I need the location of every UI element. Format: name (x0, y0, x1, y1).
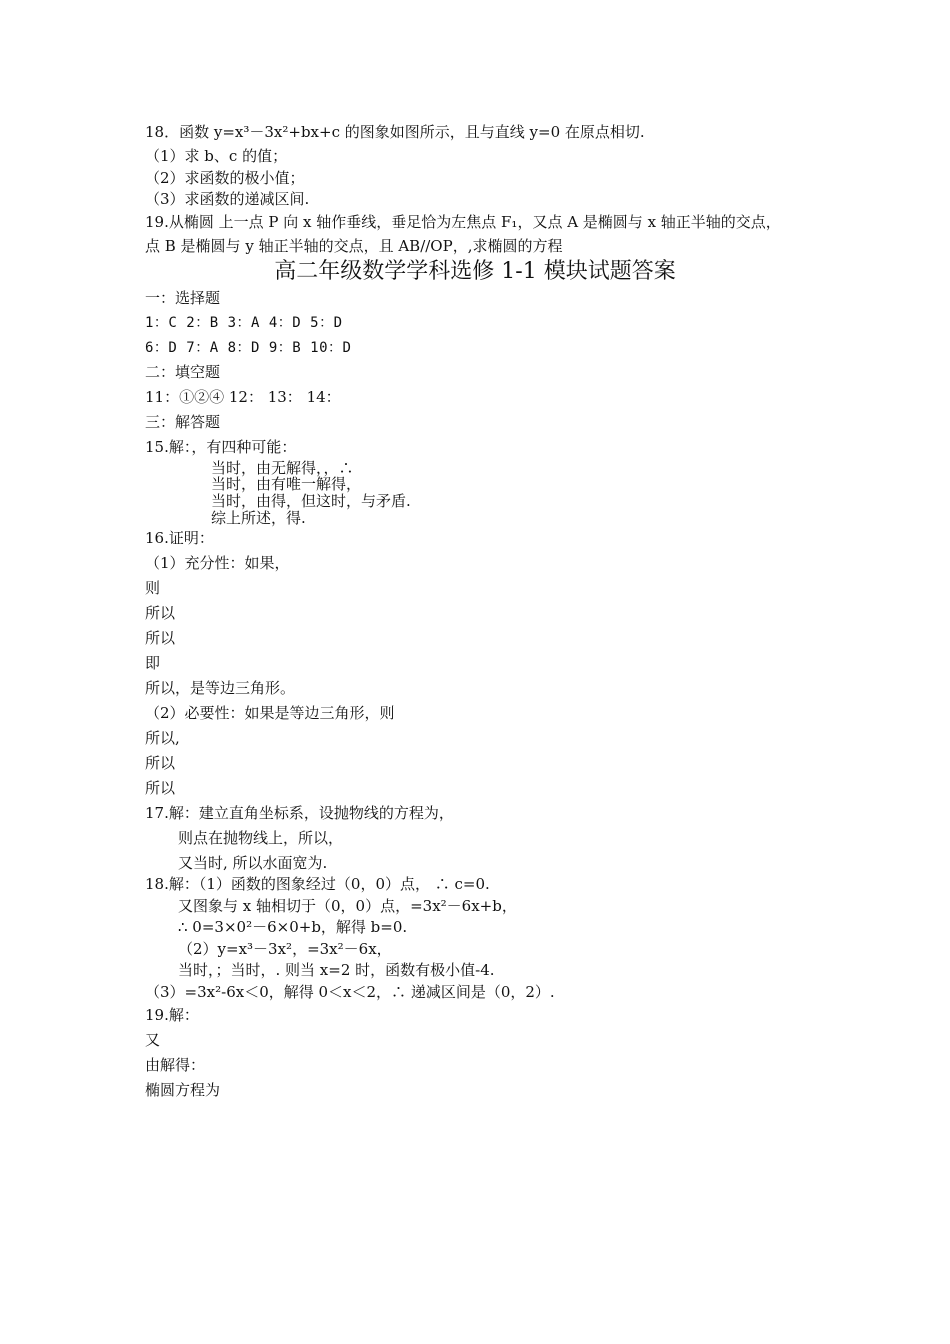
s16-line8: 所以, (145, 729, 180, 747)
s17-line2: 又当时, 所以水面宽为. (178, 854, 328, 872)
section2-heading: 二：填空题 (145, 363, 221, 381)
s15-line3: 当时，由得，但这时，与矛盾. (211, 492, 411, 510)
q18-stem: 18．函数 y=x³－3x²+bx+c 的图象如图所示，且与直线 y=0 在原点相切. (145, 123, 645, 141)
section1-heading: 一：选择题 (145, 289, 221, 307)
q19-line2: 点 B 是椭圆与 y 轴正半轴的交点，且 AB//OP，,求椭圆的方程 (145, 237, 563, 255)
mc-answers-row2: 6：D 7：A 8：D 9：B 10：D (145, 340, 352, 356)
s17-line1: 则点在抛物线上，所以， (178, 829, 344, 847)
s19-line2: 由解得： (145, 1056, 206, 1074)
s16-line4: 所以 (145, 629, 176, 647)
q18-part1: （1）求 b、c 的值； (145, 147, 288, 165)
s16-line6: 所以，是等边三角形。 (145, 679, 296, 697)
s15-head: 15.解：，有四种可能： (145, 438, 297, 456)
s16-head: 16.证明： (145, 529, 214, 547)
s16-line1: （1）充分性：如果， (145, 554, 290, 572)
s18-line3: （2）y=x³－3x²，=3x²－6x， (178, 940, 392, 958)
section3-heading: 三：解答题 (145, 413, 221, 431)
s19-line1: 又 (145, 1031, 161, 1049)
mc-answers-row1: 1：C 2：B 3：A 4：D 5：D (145, 315, 343, 331)
s16-line10: 所以 (145, 779, 176, 797)
q19-line1: 19.从椭圆 上一点 P 向 x 轴作垂线，垂足恰为左焦点 F₁，又点 A 是椭圆与 x 轴正半轴的交点， (145, 213, 781, 231)
s16-line7: （2）必要性：如果是等边三角形，则 (145, 704, 395, 722)
s19-line3: 椭圆方程为 (145, 1081, 221, 1099)
s18-line5: （3）=3x²-6x＜0，解得 0＜x＜2，∴ 递减区间是（0，2）. (145, 983, 555, 1001)
s17-head: 17.解：建立直角坐标系，设抛物线的方程为， (145, 804, 454, 822)
q18-part3: （3）求函数的递减区间. (145, 190, 310, 208)
fill-answers-row: 11：①②④ 12： 13： 14： (145, 388, 341, 406)
s18-head: 18.解：（1）函数的图象经过（0，0）点， ∴ c=0. (145, 875, 490, 893)
s15-line4: 综上所述，得. (211, 509, 306, 527)
s18-line2: ∴ 0=3×0²－6×0+b，解得 b=0. (178, 918, 408, 936)
s15-line2: 当时，由有唯一解得， (211, 475, 362, 493)
s16-line9: 所以 (145, 754, 176, 772)
s18-line1: 又图象与 x 轴相切于（0，0）点，=3x²－6x+b， (178, 897, 517, 915)
s15-line1: 当时，由无解得，，∴ (211, 459, 354, 477)
s16-line5: 即 (145, 654, 161, 672)
s18-line4: 当时，；当时，. 则当 x=2 时，函数有极小值-4. (178, 961, 495, 979)
s16-line3: 所以 (145, 604, 176, 622)
q18-part2: （2）求函数的极小值； (145, 169, 305, 187)
s16-line2: 则 (145, 579, 161, 597)
s19-head: 19.解： (145, 1006, 199, 1024)
answer-title: 高二年级数学学科选修 1-1 模块试题答案 (274, 259, 676, 284)
